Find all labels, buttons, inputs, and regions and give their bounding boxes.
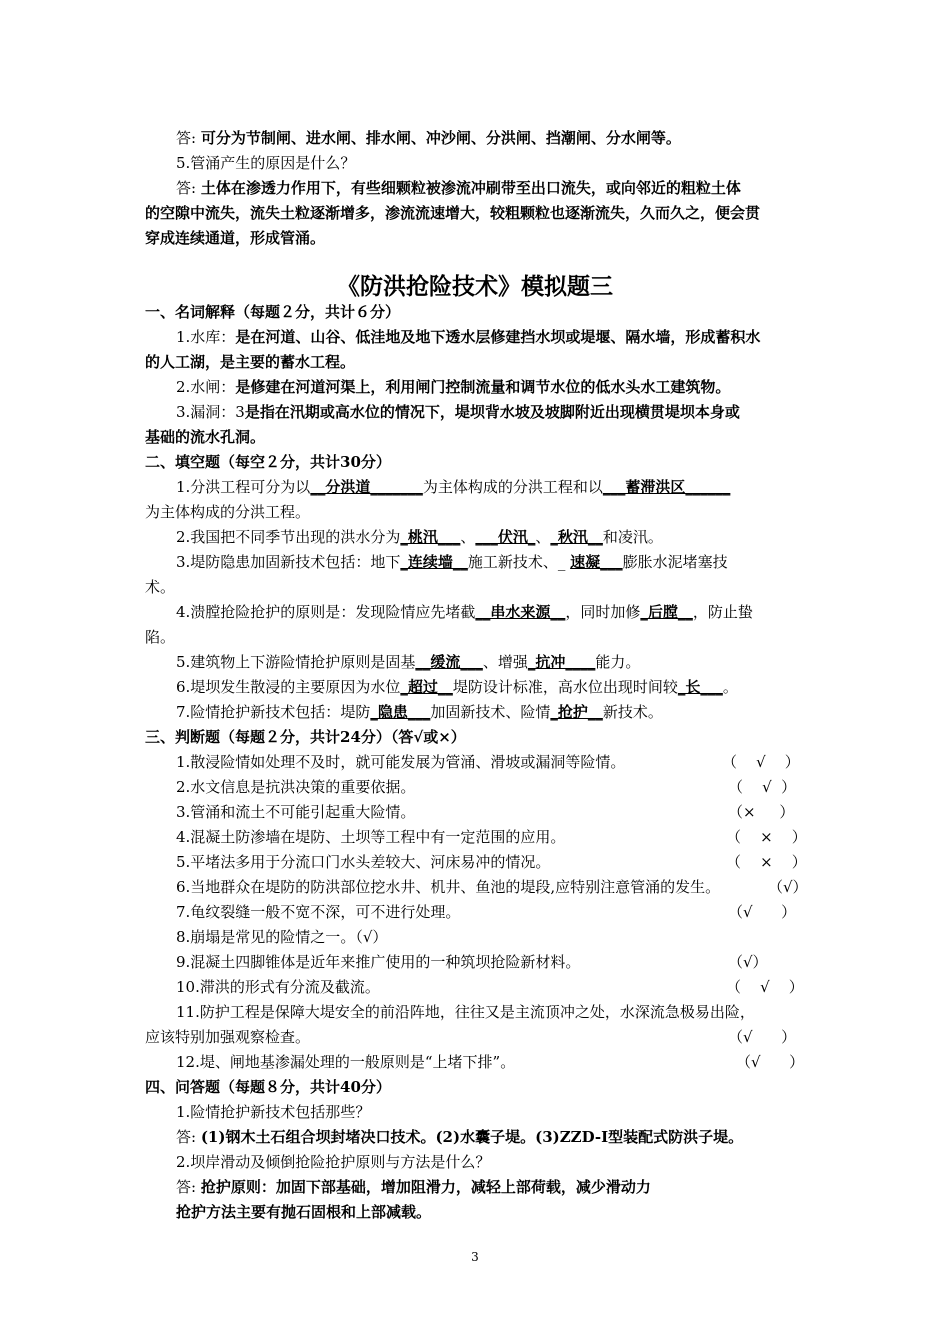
judge-10-answer: （ √ ） [726,978,804,996]
judge-3-question: 3.管涌和流土不可能引起重大险情。 [176,803,416,821]
judge-11-question-line2: 应该特别加强观察检查。 [145,1028,311,1046]
judge-5-answer: （ × ） [726,853,807,871]
answer-line: 答: 可分为节制闸、进水闸、排水闸、冲沙闸、分洪闸、挡潮闸、分水闸等。 [176,129,681,147]
judge-11-answer: （√ ） [728,1028,797,1046]
qa-2-answer-line2: 抢护方法主要有抛石固根和上部减载。 [176,1203,432,1221]
judge-7-answer: （√ ） [728,903,797,921]
fill-4-line2: 陷。 [145,628,176,646]
judge-2-answer: （ √ ） [728,778,797,796]
judge-3-answer: （× ） [728,803,795,821]
fill-2: 2.我国把不同季节出现的洪水分为_桃汛___、___伏汛_、_秋汛__和凌汛。 [176,528,663,546]
judge-5-question: 5.平堵法多用于分流口门水头差较大、河床易冲的情况。 [176,853,551,871]
section-3-heading: 三、判断题（每题２分，共计24分）（答√或×） [145,728,466,746]
judge-6-answer: （√） [768,878,808,896]
answer-5-line2: 的空隙中流失，流失土粒逐渐增多，渗流流速增大，较粗颗粒也逐渐流失，久而久之，便会贯 [145,204,761,222]
answer-5-line3: 穿成连续通道，形成管涌。 [145,229,326,247]
term-3-line2: 基础的流水孔洞。 [145,428,266,446]
judge-7-question: 7.龟纹裂缝一般不宽不深，可不进行处理。 [176,903,461,921]
fill-3-line1: 3.堤防隐患加固新技术包括：地下_连续墙__施工新技术、_ 速凝___膨胀水泥堵塞技 [176,553,728,571]
qa-1-question: 1.险情抢护新技术包括那些？ [176,1103,371,1121]
page-number: 3 [471,1250,479,1264]
judge-1-question: 1.散浸险情如处理不及时，就可能发展为管涌、滑坡或漏洞等险情。 [176,753,626,771]
fill-7: 7.险情抢护新技术包括：堤防_隐患___加固新技术、险情_抢护__新技术。 [176,703,663,721]
fill-5: 5.建筑物上下游险情抢护原则是固基__缓流___、增强_抗冲____能力。 [176,653,641,671]
judge-12-answer: （√ ） [736,1053,805,1071]
qa-2-question: 2.坝岸滑动及倾倒抢险抢护原则与方法是什么？ [176,1153,491,1171]
term-1-line2: 的人工湖，是主要的蓄水工程。 [145,353,356,371]
term-1-line1: 1.水库：是在河道、山谷、低洼地及地下透水层修建挡水坝或堤堰、隔水墙，形成蓄积水 [176,328,761,346]
judge-9-answer: （√） [728,953,768,971]
judge-6-question: 6.当地群众在堤防的防洪部位挖水井、机井、鱼池的堤段,应特别注意管涌的发生。 [176,878,721,896]
section-1-heading: 一、名词解释（每题２分，共计６分） [145,303,401,321]
section-4-heading: 四、问答题（每题８分，共计40分） [145,1078,391,1096]
term-2-line1: 2.水闸：是修建在河道河渠上，利用闸门控制流量和调节水位的低水头水工建筑物。 [176,378,731,396]
fill-4-line1: 4.溃膛抢险抢护的原则是：发现险情应先堵截__串水来源__，同时加修_后膛__，防止蛰 [176,603,753,621]
judge-1-answer: （ √ ） [722,753,800,771]
judge-2-question: 2.水文信息是抗洪决策的重要依据。 [176,778,416,796]
qa-1-answer: 答: (1)钢木土石组合坝封堵决口技术。(2)水囊子堤。(3)ZZD-I型装配式防洪子堤。 [176,1128,744,1146]
qa-2-answer-line1: 答: 抢护原则：加固下部基础，增加阻滑力，减轻上部荷载，减少滑动力 [176,1178,651,1196]
judge-9-question: 9.混凝土四脚锥体是近年来推广使用的一种筑坝抢险新材料。 [176,953,581,971]
fill-3-line2: 术。 [145,578,176,596]
judge-11-question-line1: 11.防护工程是保障大堤安全的前沿阵地，往往又是主流顶冲之处，水深流急极易出险， [176,1003,755,1021]
fill-6: 6.堤坝发生散浸的主要原因为水位_超过__堤防设计标准，高水位出现时间较_长___。 [176,678,738,696]
judge-4-answer: （ × ） [726,828,807,846]
term-3-line1: 3.漏洞：3是指在汛期或高水位的情况下，堤坝背水坡及坡脚附近出现横贯堤坝本身或 [176,403,740,421]
section-2-heading: 二、填空题（每空２分，共计30分） [145,453,391,471]
judge-4-question: 4.混凝土防渗墙在堤防、土坝等工程中有一定范围的应用。 [176,828,566,846]
fill-1-line1: 1.分洪工程可分为以__分洪道_______为主体构成的分洪工程和以___蓄滞洪区______ [176,478,731,496]
answer-5-line1: 答: 土体在渗透力作用下，有些细颗粒被渗流冲刷带至出口流失，或向邻近的粗粒土体 [176,179,741,197]
judge-10-question: 10.滞洪的形式有分流及截流。 [176,978,380,996]
judge-8-question: 8.崩塌是常见的险情之一。（√） [176,928,388,946]
judge-12-question: 12.堤、闸地基渗漏处理的一般原则是“上堵下排”。 [176,1053,516,1071]
exam-title: 《防洪抢险技术》模拟题三 [337,274,613,300]
fill-1-line2: 为主体构成的分洪工程。 [145,503,311,521]
question-5: 5.管涌产生的原因是什么？ [176,154,356,172]
